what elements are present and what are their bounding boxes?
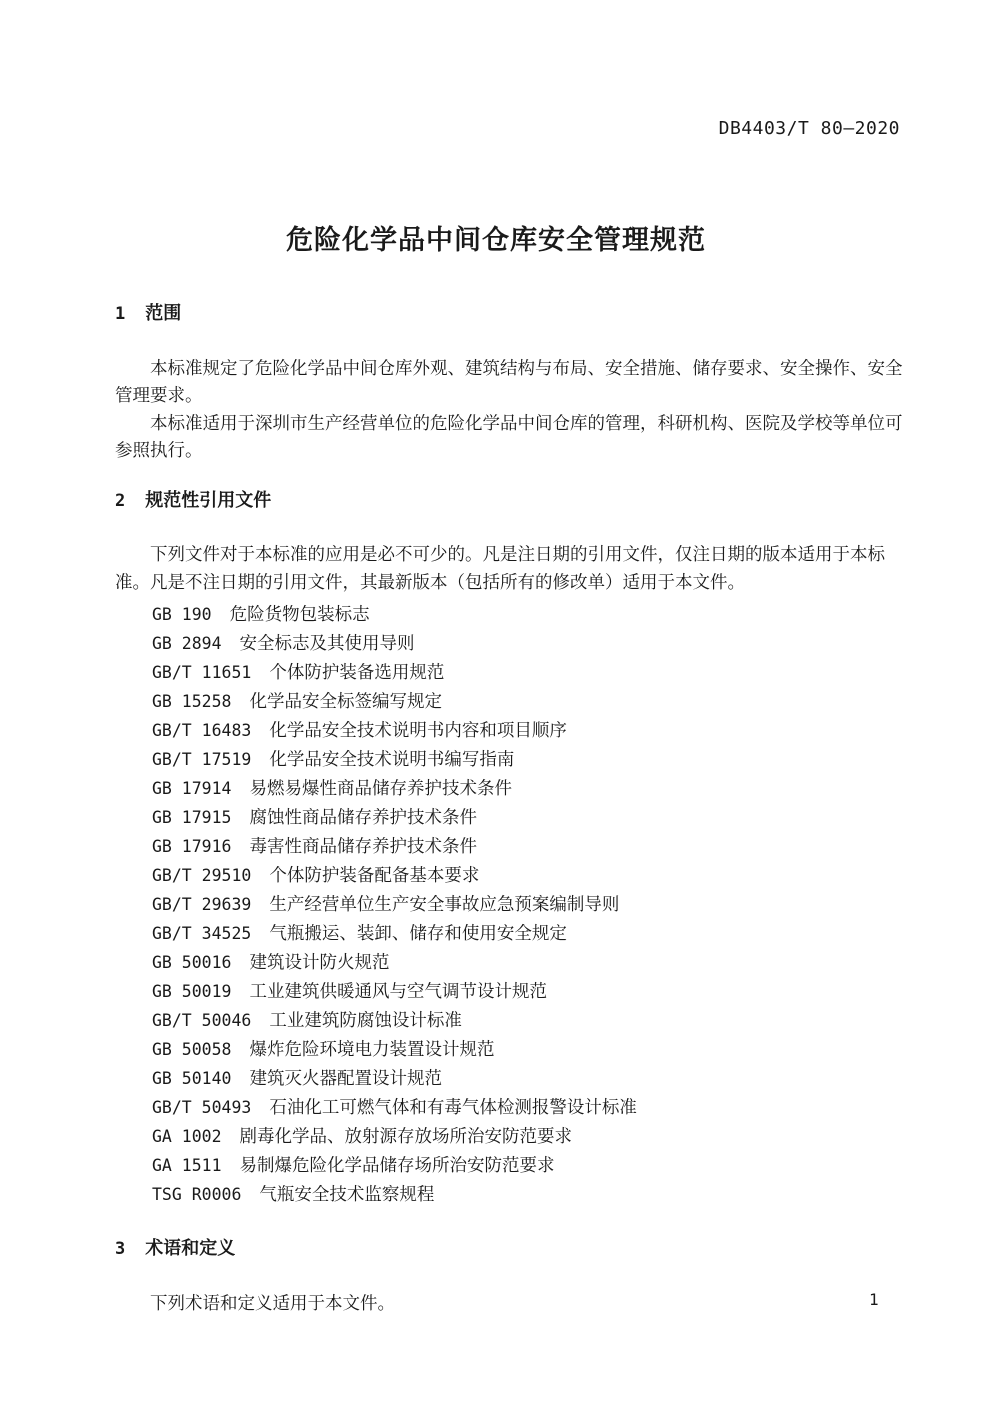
- section-1-title: 范围: [145, 303, 182, 323]
- section-1-heading: [115, 300, 907, 329]
- reference-code: GB/T 16483: [152, 721, 252, 740]
- reference-item: [152, 1151, 907, 1180]
- document-title: 危险化学品中间仓库安全管理规范: [286, 225, 706, 255]
- reference-code: GB 50058: [152, 1040, 232, 1059]
- reference-title: 工业建筑防腐蚀设计标准: [269, 1010, 462, 1030]
- reference-title: 安全标志及其使用导则: [239, 633, 415, 653]
- reference-title: 气瓶搬运、装卸、储存和使用安全规定: [269, 923, 567, 943]
- reference-item: [152, 919, 907, 948]
- reference-code: GB 2894: [152, 634, 222, 653]
- reference-title: 建筑设计防火规范: [249, 952, 390, 972]
- reference-item: [152, 658, 907, 687]
- reference-item: [152, 716, 907, 745]
- reference-item: [152, 948, 907, 977]
- reference-item: [152, 861, 907, 890]
- reference-item: [152, 1035, 907, 1064]
- reference-title: 石油化工可燃气体和有毒气体检测报警设计标准: [269, 1097, 637, 1117]
- reference-item: [152, 1180, 907, 1209]
- reference-title: 腐蚀性商品储存养护技术条件: [249, 807, 477, 827]
- reference-code: GA 1511: [152, 1156, 222, 1175]
- reference-title: 危险货物包装标志: [229, 604, 370, 624]
- section-1-paragraph: 本标准适用于深圳市生产经营单位的危险化学品中间仓库的管理，科研机构、医院及学校等单位可参照执行。: [115, 412, 903, 460]
- reference-item: [152, 774, 907, 803]
- reference-title: 工业建筑供暖通风与空气调节设计规范: [249, 981, 547, 1001]
- reference-code: GB 50140: [152, 1069, 232, 1088]
- reference-title: 化学品安全技术说明书内容和项目顺序: [269, 720, 567, 740]
- reference-code: GB/T 29510: [152, 866, 252, 885]
- reference-title: 个体防护装备配备基本要求: [269, 865, 480, 885]
- page-number: 1: [869, 1290, 879, 1309]
- standard-number: DB4403/T 80—2020: [718, 118, 900, 139]
- section-3-heading: [115, 1235, 907, 1264]
- reference-code: GB/T 17519: [152, 750, 252, 769]
- reference-code: TSG R0006: [152, 1185, 242, 1204]
- reference-title: 化学品安全技术说明书编写指南: [269, 749, 515, 769]
- document-body: [115, 300, 907, 1317]
- reference-title: 建筑灭火器配置设计规范: [249, 1068, 442, 1088]
- section-3-number: 3: [115, 1239, 126, 1259]
- reference-title: 个体防护装备选用规范: [269, 662, 445, 682]
- reference-code: GB/T 29639: [152, 895, 252, 914]
- reference-code: GB/T 11651: [152, 663, 252, 682]
- section-1-paragraph: 本标准规定了危险化学品中间仓库外观、建筑结构与布局、安全措施、储存要求、安全操作、安全管理要求。: [115, 357, 903, 405]
- reference-item: [152, 977, 907, 1006]
- reference-title: 气瓶安全技术监察规程: [259, 1184, 435, 1204]
- reference-title: 爆炸危险环境电力装置设计规范: [249, 1039, 495, 1059]
- reference-code: GB 15258: [152, 692, 232, 711]
- reference-code: GA 1002: [152, 1127, 222, 1146]
- section-2-number: 2: [115, 490, 126, 511]
- reference-code: GB 17915: [152, 808, 232, 827]
- reference-item: [152, 1122, 907, 1151]
- section-1-number: 1: [115, 304, 126, 324]
- reference-title: 剧毒化学品、放射源存放场所治安防范要求: [239, 1126, 573, 1146]
- section-3-paragraph: 下列术语和定义适用于本文件。: [150, 1292, 395, 1313]
- reference-title: 毒害性商品储存养护技术条件: [249, 836, 477, 856]
- reference-title: 化学品安全标签编写规定: [249, 691, 442, 711]
- references-list: [115, 600, 907, 1209]
- reference-item: [152, 1006, 907, 1035]
- reference-code: GB 50016: [152, 953, 232, 972]
- reference-title: 易燃易爆性商品储存养护技术条件: [249, 778, 512, 798]
- section-2-heading: [115, 487, 907, 516]
- reference-item: [152, 803, 907, 832]
- reference-code: GB/T 50046: [152, 1011, 252, 1030]
- reference-item: [152, 1093, 907, 1122]
- reference-item: [152, 600, 907, 629]
- reference-code: GB 17916: [152, 837, 232, 856]
- reference-item: [152, 745, 907, 774]
- reference-code: GB/T 50493: [152, 1098, 252, 1117]
- reference-item: [152, 629, 907, 658]
- reference-code: GB 17914: [152, 779, 232, 798]
- reference-title: 易制爆危险化学品储存场所治安防范要求: [239, 1155, 555, 1175]
- section-2-paragraph: 下列文件对于本标准的应用是必不可少的。凡是注日期的引用文件，仅注日期的版本适用于本标准。凡是不注日期的引用文件，其最新版本（包括所有的修改单）适用于本文件。: [115, 544, 885, 592]
- reference-item: [152, 890, 907, 919]
- section-2-title: 规范性引用文件: [145, 489, 272, 510]
- reference-title: 生产经营单位生产安全事故应急预案编制导则: [269, 894, 620, 914]
- reference-code: GB/T 34525: [152, 924, 252, 943]
- reference-item: [152, 687, 907, 716]
- reference-item: [152, 1064, 907, 1093]
- reference-code: GB 190: [152, 605, 212, 624]
- reference-code: GB 50019: [152, 982, 232, 1001]
- section-3-title: 术语和定义: [145, 1238, 236, 1258]
- reference-item: [152, 832, 907, 861]
